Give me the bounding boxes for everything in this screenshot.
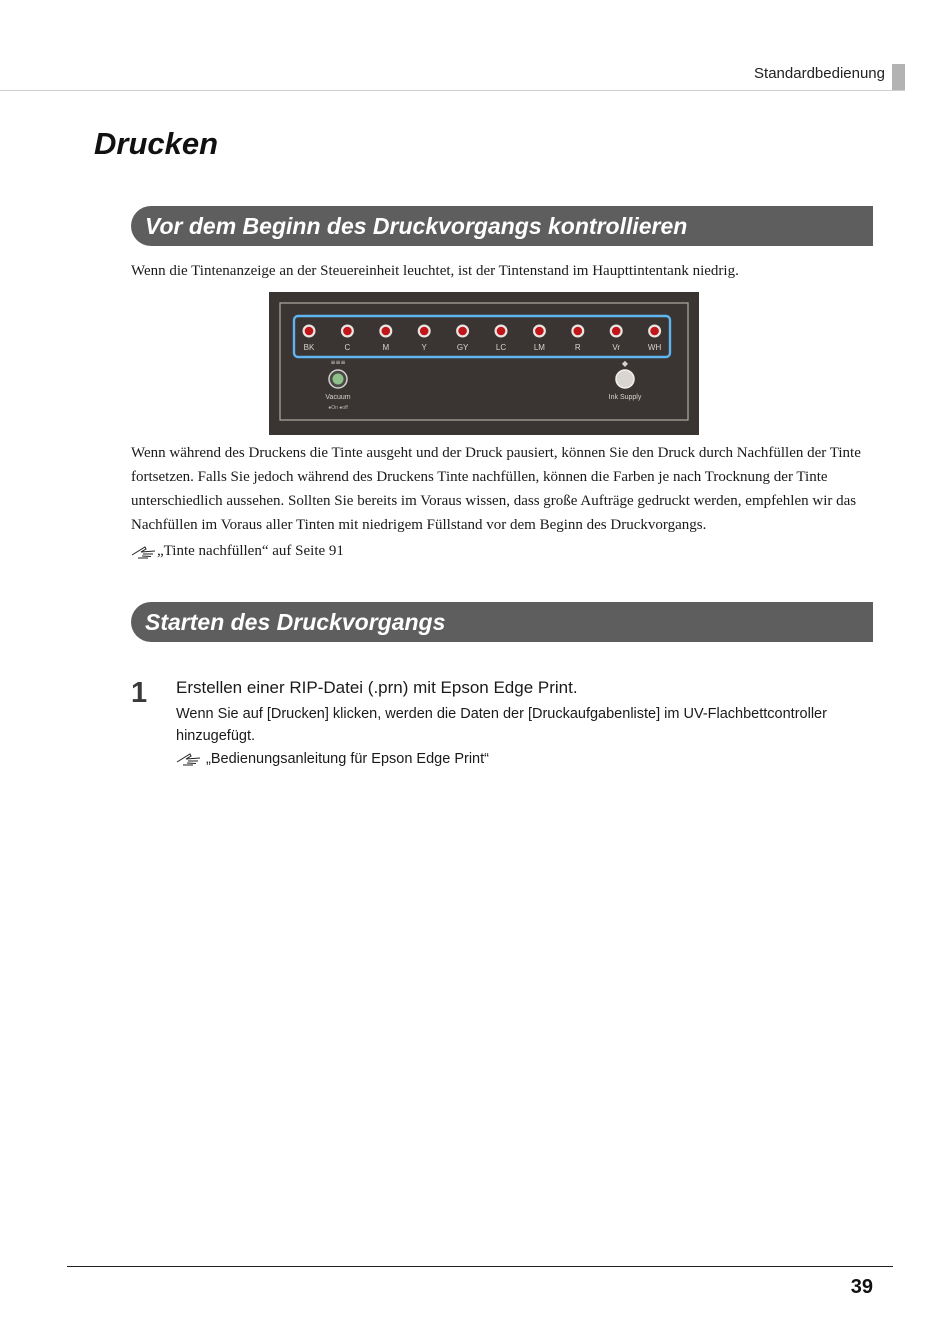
header-divider [0, 90, 905, 91]
indicator-label-r: R [574, 343, 581, 352]
indicator-label-wh: WH [647, 343, 662, 352]
reference-text: „Tinte nachfüllen“ auf Seite 91 [157, 543, 344, 559]
indicator-lamp-wh [650, 327, 659, 336]
indicator-lamp-vr [612, 327, 621, 336]
svg-text:≡≡≡: ≡≡≡ [330, 359, 346, 366]
indicator-label-vr: Vr [612, 343, 621, 352]
indicator-lamp-gy [458, 327, 467, 336]
footer-divider [67, 1266, 893, 1267]
indicator-label-gy: GY [456, 343, 469, 352]
control-panel-diagram [269, 292, 699, 435]
indicator-label-lc: LC [495, 343, 507, 352]
indicator-lamp-y [420, 327, 429, 336]
page-title: Drucken [94, 126, 219, 161]
indicator-label-bk: BK [303, 343, 315, 352]
ink-supply-button [616, 370, 634, 388]
indicator-label-y: Y [421, 343, 427, 352]
indicator-lamp-c [343, 327, 352, 336]
indicator-lamp-lc [497, 327, 506, 336]
section-heading-start: Starten des Druckvorgangs [131, 602, 873, 642]
vacuum-legend: ●On ●off [328, 405, 348, 411]
ink-supply-label: Ink Supply [608, 394, 642, 401]
indicator-label-m: M [382, 343, 390, 352]
running-header: Standardbedienung [754, 65, 885, 82]
section-heading-check: Vor dem Beginn des Druckvorgangs kontrollieren [131, 206, 873, 246]
step-body: Wenn Sie auf [Drucken] klicken, werden die Daten der [Druckaufgabenliste] im UV-Flachbettcontroller hinzugefügt. [176, 706, 827, 744]
page-number: 39 [850, 1276, 873, 1298]
step-number: 1 [131, 677, 148, 709]
indicator-lamp-bk [305, 327, 314, 336]
vacuum-label: Vacuum [325, 394, 351, 401]
intro-paragraph: Wenn die Tintenanzeige an der Steuereinheit leuchtet, ist der Tintenstand im Haupttintentank niedrig. [131, 263, 739, 279]
pointing-hand-icon [131, 545, 157, 559]
step-title: Erstellen einer RIP-Datei (.prn) mit Epson Edge Print. [176, 678, 578, 697]
body-paragraph: Wenn während des Druckens die Tinte ausgeht und der Druck pausiert, können Sie den Druck durch Nachfüllen der Tinte fortsetzen. Falls Sie jedoch während des Druckens Tinte nachfüllen, können die Farben je nach Trocknung der Tinte unterschiedlich aussehen. Sollten Sie bereits im Voraus wissen, dass große Aufträge gedruckt werden, empfehlen wir das Nachfüllen im Voraus aller Tinten mit niedrigem Füllstand vor dem Beginn des Druckvorgangs. [131, 445, 861, 533]
indicator-lamp-m [382, 327, 391, 336]
indicator-label-c: C [344, 343, 351, 352]
cross-reference-manual[interactable] [176, 749, 489, 769]
control-panel-image [269, 292, 699, 435]
vacuum-led [333, 374, 344, 385]
indicator-label-lm: LM [533, 343, 545, 352]
header-tab-marker [892, 64, 905, 91]
cross-reference-refill[interactable] [131, 541, 344, 561]
ink-drop-icon: ◆ [621, 359, 629, 368]
indicator-lamp-r [574, 327, 583, 336]
indicator-lamp-lm [535, 327, 544, 336]
reference-text: „Bedienungsanleitung für Epson Edge Print“ [206, 751, 489, 767]
pointing-hand-icon [176, 752, 202, 766]
